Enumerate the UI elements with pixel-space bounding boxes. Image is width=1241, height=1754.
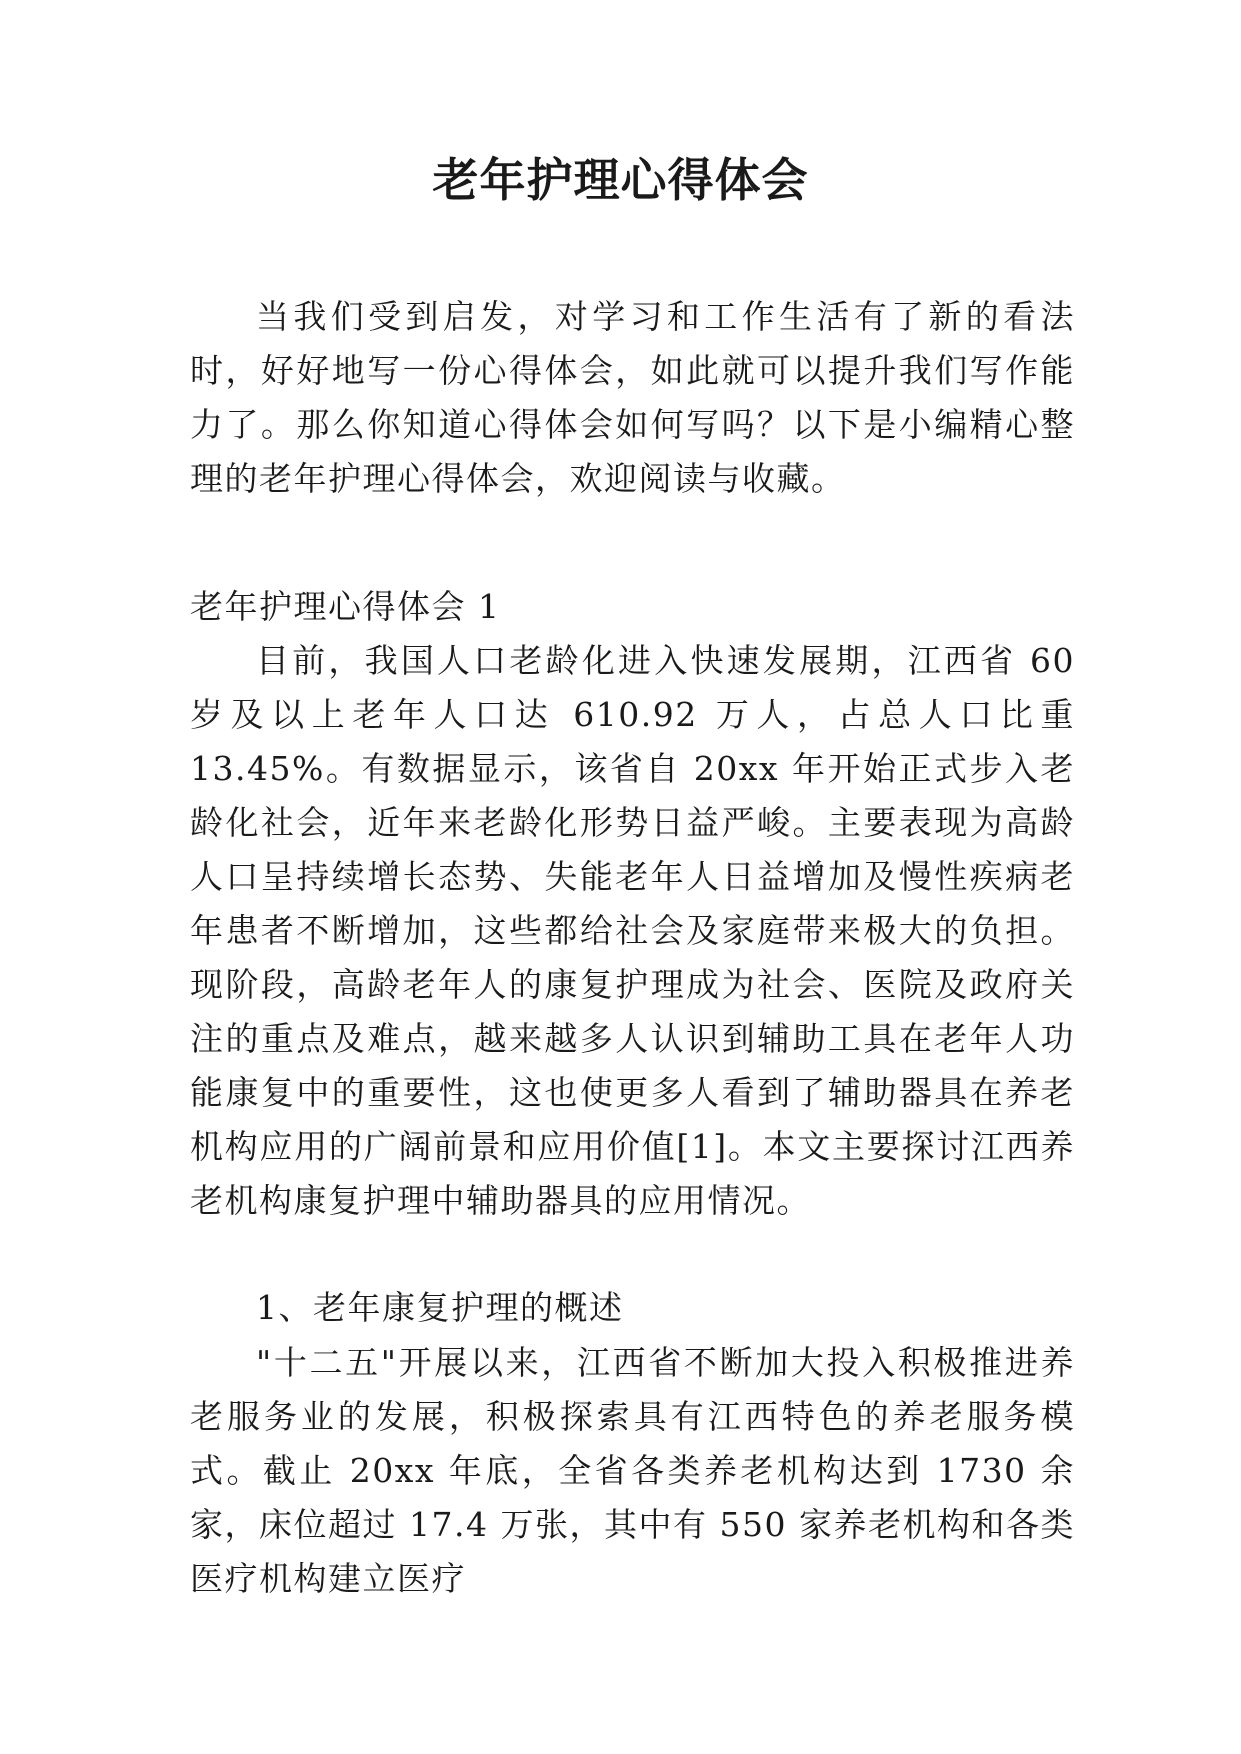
body-paragraph-2: "十二五"开展以来，江西省不断加大投入积极推进养老服务业的发展，积极探索具有江西特色的养老服务模式。截止 20xx 年底，全省各类养老机构达到 1730 余家，床位超过 17.4 万张，其中有 550 家养老机构和各类医疗机构建立医疗 — [190, 1343, 1075, 1598]
section-heading: 老年护理心得体会 1 — [190, 587, 501, 626]
intro-paragraph: 当我们受到启发，对学习和工作生活有了新的看法时，好好地写一份心得体会，如此就可以提升我们写作能力了。那么你知道心得体会如何写吗？以下是小编精心整理的老年护理心得体会，欢迎阅读与收藏。 — [190, 297, 1075, 498]
document-title: 老年护理心得体会 — [432, 153, 809, 207]
body-paragraph-1: 目前，我国人口老龄化进入快速发展期，江西省 60 岁及以上老年人口达 610.92 万人，占总人口比重 13.45%。有数据显示，该省自 20xx 年开始正式步入老龄化社会，近年来老龄化形势日益严峻。主要表现为高龄人口呈持续增长态势、失能老年人日益增加及慢性疾病老年患者不断增加，这些都给社会及家庭带来极大的负担。现阶段，高龄老年人的康复护理成为社会、医院及政府关注的重点及难点，越来越多人认识到辅助工具在老年人功能康复中的重要性，这也使更多人看到了辅助器具在养老机构应用的广阔前景和应用价值[1]。本文主要探讨江西养老机构康复护理中辅助器具的应用情况。 — [190, 641, 1075, 1220]
subheading-1: 1、老年康复护理的概述 — [256, 1288, 624, 1327]
